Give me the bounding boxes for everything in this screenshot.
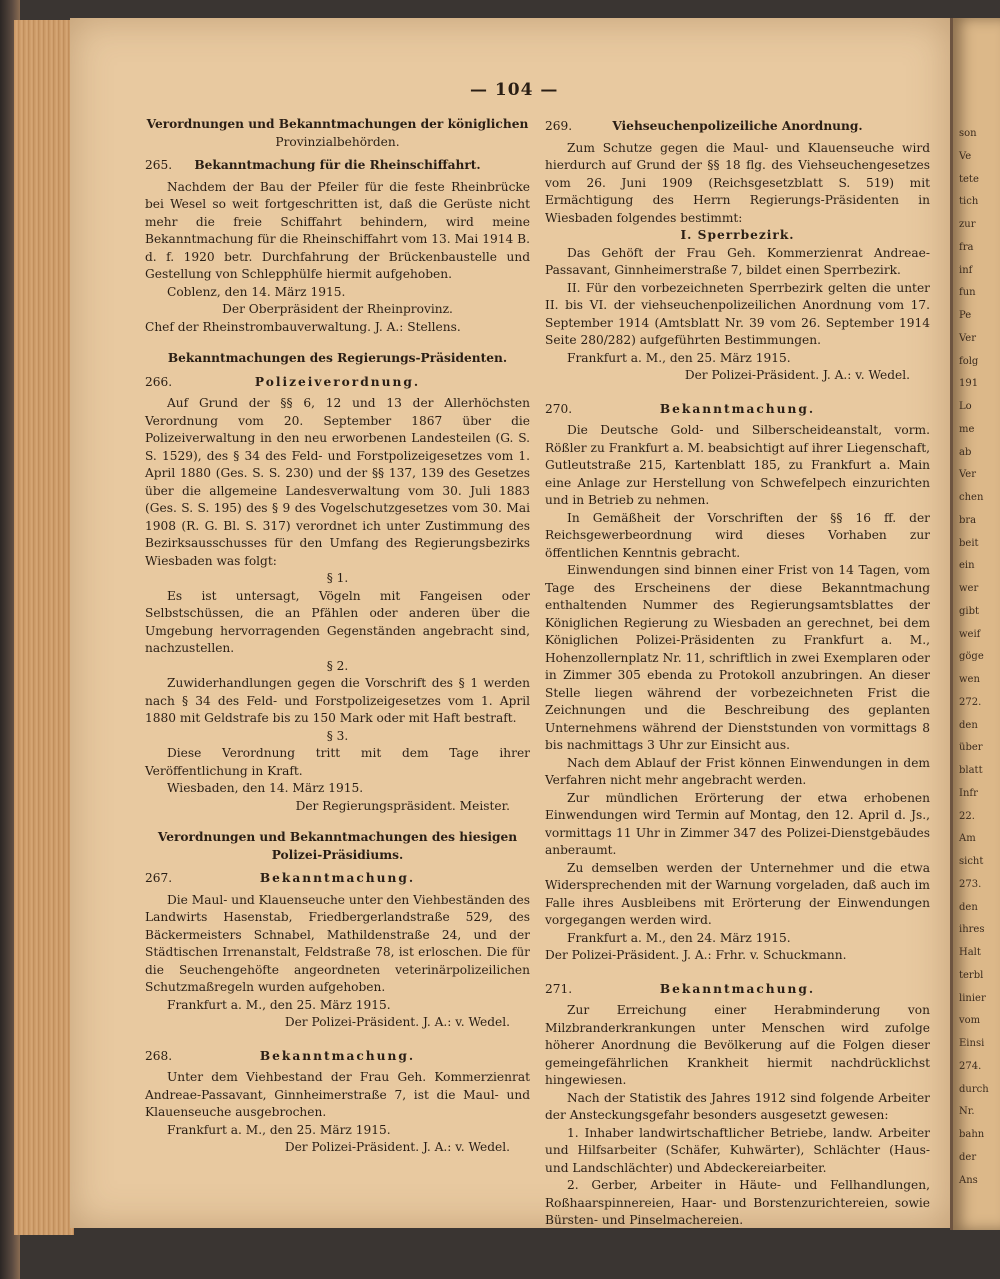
next-page-fragment: ein — [959, 560, 975, 572]
entry-269-place-date: Frankfurt a. M., den 25. März 1915. — [567, 350, 791, 365]
entry-number: 267. — [145, 871, 173, 885]
entry-266-text: Auf Grund der §§ 6, 12 und 13 der Allerhöchsten Verordnung vom 20. September 1867 über die Polizeiverwaltung in den neu erworbenen Landesteilen (G. S. S. 1529), des § 34 des Feld- und Forstpolizeigesetzes vom 1. April 1880 (Ges. S. S. 230) und der §§ 137, 139 des Gesetzes über die allgemeine Landesverwaltung vom 30. Juli 1883 (Ges. S. S. 195) des § 9 des Vogelschutzgesetzes vom 30. Mai 1908 (R. G. Bl. S. 317) verordnet ich unter Zustimmung des Bezirksausschusses für den Umfang des Regierungsbezirks Wiesbaden was folgt: — [145, 396, 530, 568]
entry-267-header — [145, 870, 530, 888]
entry-title: Bekanntmachung. — [259, 871, 416, 885]
entry-271-paragraph-1: Zur Erreichung einer Herabminderung von Milzbranderkrankungen unter Menschen wird zufolge höherer Anordnung die Bevölkerung auf die Folgen dieser gemeingefährlichen Krankheit hiermit nachdrücklichst hingewiesen. — [545, 1003, 930, 1087]
next-page-fragment: beit — [959, 537, 979, 549]
next-page-fragment: den — [959, 901, 978, 913]
entry-267-place-date: Frankfurt a. M., den 25. März 1915. — [167, 997, 391, 1012]
entry-269-section-2-text: II. Für den vorbezeichneten Sperrbezirk gelten die unter II. bis VI. der viehseuchenpolizeilichen Anordnung vom 17. September 1914 (Amtsblatt Nr. 39 vom 26. September 1914 Seite 280/282) aufgeführten Bestimmungen. — [545, 280, 930, 347]
next-page-fragment: son — [959, 128, 977, 139]
entry-title: Bekanntmachung für die Rheinschiffahrt. — [194, 158, 481, 172]
section-header-subtitle: Provinzialbehörden. — [275, 134, 400, 149]
entry-270-place-date: Frankfurt a. M., den 24. März 1915. — [567, 930, 791, 945]
next-page-fragment: Infr — [959, 787, 978, 799]
next-page-fragment: den — [959, 719, 978, 731]
entry-265-place-date: Coblenz, den 14. März 1915. — [167, 284, 346, 299]
next-page-fragment: Nr. — [959, 1106, 975, 1118]
entry-number: 265. — [145, 158, 173, 172]
next-page-fragment: Ver — [959, 469, 977, 481]
next-page-strip — [950, 18, 1000, 1230]
next-page-fragment: blatt — [959, 765, 983, 777]
next-page-fragment: Halt — [959, 947, 981, 959]
entry-268-signature: Der Polizei-Präsident. J. A.: v. Wedel. — [284, 1140, 510, 1154]
entry-270-paragraph-6: Zu demselben werden der Unternehmer und die etwa Widersprechenden mit der Warnung vorgeladen, daß auch im Falle ihres Ausbleibens mit Erörterung der Einwendungen vorgegangen werden wird. — [545, 860, 930, 927]
next-page-fragment: göge — [959, 651, 984, 663]
next-page-fragment: folg — [959, 355, 979, 367]
entry-269-header — [545, 118, 930, 136]
next-page-fragment: sicht — [959, 856, 984, 868]
next-page-fragment: me — [959, 423, 975, 435]
next-page-fragment: Einsi — [959, 1038, 985, 1050]
left-column — [145, 112, 530, 1157]
next-page-fragment: Ve — [959, 150, 972, 162]
next-page-fragment: 273. — [959, 878, 982, 890]
entry-title: Bekanntmachung. — [659, 401, 816, 416]
entry-269-text: Zum Schutze gegen die Maul- und Klauenseuche wird hierdurch auf Grund der §§ 18 flg. des Viehseuchengesetzes vom 26. Juni 1909 (Reichsgesetzblatt S. 519) mit Ermächtigung des Herrn Regierungs-Präsidenten in Wiesbaden folgendes bestimmt: — [545, 140, 930, 225]
entry-269-section-1: I. Sperrbezirk. — [680, 228, 795, 242]
entry-266-place-date: Wiesbaden, den 14. März 1915. — [167, 781, 364, 795]
paragraph-mark-2: § 2. — [326, 658, 349, 673]
entry-title: Polizeiverordnung. — [254, 374, 421, 389]
entry-number: 268. — [145, 1048, 173, 1063]
entry-266-paragraph-2: Zuwiderhandlungen gegen die Vorschrift des § 1 werden nach § 34 des Feld- und Forstpolizeigesetzes vom 1. April 1880 mit Geldstrafe bis zu 150 Mark oder mit Haft bestraft. — [145, 676, 530, 725]
section-header-polizei — [145, 829, 530, 864]
entry-271-paragraph-2: Nach der Statistik des Jahres 1912 sind folgende Arbeiter der Ansteckungsgefahr besonders ausgesetzt gewesen: — [545, 1090, 930, 1122]
entry-267-signature: Der Polizei-Präsident. J. A.: v. Wedel. — [284, 1015, 510, 1029]
next-page-fragment: gibt — [959, 605, 980, 617]
next-page-fragment: inf — [959, 264, 973, 276]
entry-270-paragraph-1: Die Deutsche Gold- und Silberscheideanstalt, vorm. Rößler zu Frankfurt a. M. beabsichtigt auf ihrer Liegenschaft, Gutleutstraße 215, Kartenblatt 185, zu Frankfurt a. Main eine Anlage zur Herstellung von Schwefelpech einzurichten und in Betrieb zu nehmen. — [545, 423, 930, 507]
next-page-fragment: bahn — [959, 1129, 985, 1141]
paragraph-mark-1: § 1. — [326, 571, 349, 585]
next-page-fragment: Ver — [959, 332, 977, 344]
next-page-fragment: Ans — [959, 1174, 978, 1186]
entry-265-text: Nachdem der Bau der Pfeiler für die feste Rheinbrücke bei Wesel so weit fortgeschritten ist, daß die Gerüste nicht mehr die freie Schiffahrt behindern, wird meine Bekanntmachung für die Rheinschiffahrt vom 13. Mai 1914 B. d. f. 1920 betr. Durchfahrung der Brückenbaustelle und Gestellung von Schlepphülfe hiermit aufgehoben. — [145, 179, 530, 281]
next-page-fragment: tete — [959, 173, 979, 185]
entry-271-header — [545, 981, 930, 999]
next-page-fragment: 274. — [959, 1060, 982, 1072]
next-page-fragment: 191 — [959, 378, 979, 390]
entry-265-header — [145, 157, 530, 175]
entry-268-place-date: Frankfurt a. M., den 25. März 1915. — [167, 1122, 391, 1137]
next-page-fragment: terbl — [959, 969, 984, 981]
entry-number: 270. — [545, 401, 573, 416]
entry-number: 269. — [545, 119, 573, 133]
page-number: — 104 — — [470, 80, 559, 100]
section-header-title: Verordnungen und Bekanntmachungen des hiesigen — [157, 830, 518, 844]
next-page-fragment: 22. — [959, 810, 975, 822]
entry-266-paragraph-1: Es ist untersagt, Vögeln mit Fangeisen oder Selbstschüssen, die an Pfählen oder anderen über die Umgebung hervorragenden Gegenständen angebracht sind, nachzustellen. — [145, 588, 530, 655]
entry-270-paragraph-5: Zur mündlichen Erörterung der etwa erhobenen Einwendungen wird Termin auf Montag, den 12. April d. Js., vormittags 11 Uhr in Zimmer 347 des Polizei-Dienstgebäudes anberaumt. — [545, 790, 930, 857]
next-page-fragment: wen — [959, 674, 980, 686]
entry-number: 266. — [145, 374, 173, 389]
entry-265-signature-chef: Chef der Rheinstrombauverwaltung. J. A.: Stellens. — [145, 319, 461, 334]
section-header-regierung: Bekanntmachungen des Regierungs-Präsidenten. — [167, 351, 508, 365]
entry-title: Viehseuchenpolizeiliche Anordnung. — [612, 119, 863, 133]
entry-270-header — [545, 401, 930, 419]
next-page-fragment: Am — [959, 833, 976, 845]
entry-270-paragraph-4: Nach dem Ablauf der Frist können Einwendungen in dem Verfahren nicht mehr angebracht werden. — [545, 755, 930, 787]
next-page-fragment: über — [959, 742, 983, 754]
next-page-fragment: der — [959, 1151, 977, 1163]
entry-271-paragraph-3: 1. Inhaber landwirtschaftlicher Betriebe, landw. Arbeiter und Hilfsarbeiter (Schäfer, Kuhwärter), Schlächter (Haus- und Landschlächter) und Abdeckereiarbeiter. — [545, 1125, 930, 1175]
entry-269-section-1-text: Das Gehöft der Frau Geh. Kommerzienrat Andreae-Passavant, Ginnheimerstraße 7, bildet einen Sperrbezirk. — [545, 245, 930, 277]
entry-269-signature: Der Polizei-Präsident. J. A.: v. Wedel. — [684, 368, 910, 382]
entry-267-text: Die Maul- und Klauenseuche unter den Viehbeständen des Landwirts Hasenstab, Friedbergerlandstraße 529, des Bäckermeisters Schnabel, Mathildenstraße 24, und der Städtischen Irrenanstalt, Feldstraße 78, ist erloschen. Die für die Seuchengehöfte angeordneten veterinärpolizeilichen Schutzmaßregeln wurden aufgehoben. — [145, 892, 530, 994]
next-page-fragment: 272. — [959, 696, 982, 708]
entry-266-paragraph-3: Diese Verordnung tritt mit dem Tage ihrer Veröffentlichung in Kraft. — [145, 746, 530, 778]
next-page-fragment: fra — [959, 241, 974, 253]
section-header-provinzial — [145, 116, 530, 151]
entry-number: 271. — [545, 981, 573, 996]
entry-title: Bekanntmachung. — [659, 981, 816, 996]
entry-268-header — [145, 1048, 530, 1066]
next-page-fragment: wer — [959, 583, 979, 595]
entry-270-paragraph-3: Einwendungen sind binnen einer Frist von 14 Tagen, vom Tage des Erscheinens der diese Bekanntmachung enthaltenden Nummer des Regierungsamtsblattes der Königlichen Regierung zu Wiesbaden an gerechnet, bei dem Königlichen Polizei-Präsidenten zu Frankfurt a. M., Hohenzollernplatz Nr. 11, schriftlich in zwei Exemplaren oder in Zimmer 305 ebenda zu Protokoll anzubringen. An dieser Stelle liegen während der vorbezeichneten Frist die Zeichnungen und die Beschreibung des geplanten Unternehmens während der Dienststunden von vormittags 8 bis nachmittags 3 Uhr zur Einsicht aus. — [545, 563, 930, 752]
next-page-fragment: ihres — [959, 924, 985, 936]
entry-270-signature: Der Polizei-Präsident. J. A.: Frhr. v. Schuckmann. — [545, 948, 847, 962]
paragraph-mark-3: § 3. — [326, 728, 349, 743]
next-page-fragment: chen — [959, 492, 984, 504]
next-page-fragment: durch — [959, 1083, 989, 1095]
next-page-fragment: zur — [959, 219, 976, 231]
entry-268-text: Unter dem Viehbestand der Frau Geh. Kommerzienrat Andreae-Passavant, Ginnheimerstraße 7, ist die Maul- und Klauenseuche ausgebrochen. — [145, 1070, 530, 1119]
entry-266-header — [145, 374, 530, 392]
next-page-fragment: vom — [959, 1015, 981, 1027]
next-page-fragment: weif — [959, 628, 981, 640]
right-column — [545, 112, 930, 1230]
section-header-title: Verordnungen und Bekanntmachungen der königlichen — [146, 117, 529, 131]
entry-265-signature: Der Oberpräsident der Rheinprovinz. — [222, 302, 453, 316]
next-page-fragment: tich — [959, 196, 979, 208]
page-edges — [14, 20, 74, 1235]
next-page-fragment: bra — [959, 514, 977, 526]
entry-271-paragraph-4: 2. Gerber, Arbeiter in Häute- und Fellhandlungen, Roßhaarspinnereien, Haar- und Borstenzurichtereien, sowie Bürsten- und Pinselmachereien. — [545, 1178, 930, 1227]
section-header-subtitle: Polizei-Präsidiums. — [271, 847, 404, 862]
entry-266-signature: Der Regierungspräsident. Meister. — [295, 798, 510, 813]
next-page-fragment: Lo — [959, 401, 972, 413]
entry-270-paragraph-2: In Gemäßheit der Vorschriften der §§ 16 ff. der Reichsgewerbeordnung wird dieses Vorhaben zur öffentlichen Kenntnis gebracht. — [545, 510, 930, 560]
next-page-fragment: Pe — [959, 310, 972, 322]
next-page-fragment: ab — [959, 446, 972, 458]
entry-title: Bekanntmachung. — [259, 1048, 416, 1063]
next-page-fragment: fun — [959, 287, 976, 299]
next-page-fragment: linier — [959, 992, 986, 1004]
